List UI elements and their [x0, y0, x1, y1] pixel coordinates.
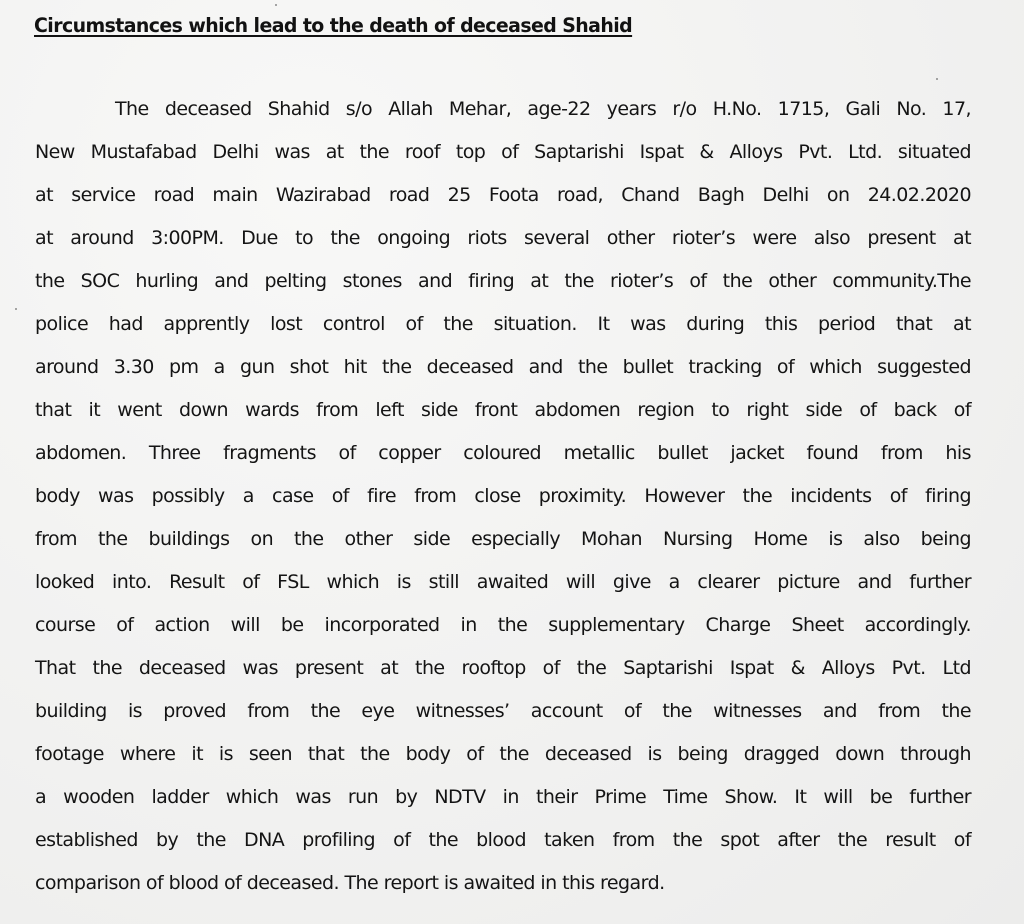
paragraph-line: established by the DNA profiling of the blood taken from the spot after the result of — [35, 829, 971, 851]
scan-speck — [15, 308, 17, 310]
paragraph-line: a wooden ladder which was run by NDTV in their Prime Time Show. It will be further — [35, 786, 971, 808]
paragraph-line: police had apprently lost control of the situation. It was during this period that at — [35, 313, 971, 335]
paragraph-line: course of action will be incorporated in the supplementary Charge Sheet accordingly. — [35, 614, 971, 636]
paragraph-line: building is proved from the eye witnesses’ account of the witnesses and from the — [35, 700, 971, 722]
paragraph-line: footage where it is seen that the body of the deceased is being dragged down through — [35, 743, 971, 765]
paragraph-line: abdomen. Three fragments of copper coloured metallic bullet jacket found from his — [35, 442, 971, 464]
paragraph-line: The deceased Shahid s/o Allah Mehar, age-22 years r/o H.No. 1715, Gali No. 17, — [115, 98, 971, 120]
paragraph-line: at around 3:00PM. Due to the ongoing riots several other rioter’s were also present at — [35, 227, 971, 249]
paragraph-line: the SOC hurling and pelting stones and firing at the rioter’s of the other community.The — [35, 270, 971, 292]
paragraph-line: around 3.30 pm a gun shot hit the deceased and the bullet tracking of which suggested — [35, 356, 971, 378]
scan-speck — [936, 78, 938, 80]
scan-speck — [275, 4, 277, 6]
paragraph-line: New Mustafabad Delhi was at the roof top of Saptarishi Ispat & Alloys Pvt. Ltd. situated — [35, 141, 971, 163]
document-title: Circumstances which lead to the death of deceased Shahid — [34, 14, 633, 37]
paragraph-line: looked into. Result of FSL which is still awaited will give a clearer picture and further — [35, 571, 971, 593]
document-body — [35, 88, 971, 905]
paragraph-line: at service road main Wazirabad road 25 Foota road, Chand Bagh Delhi on 24.02.2020 — [35, 184, 971, 206]
paragraph-line: comparison of blood of deceased. The report is awaited in this regard. — [35, 872, 665, 894]
paragraph-line: body was possibly a case of fire from close proximity. However the incidents of firing — [35, 485, 971, 507]
paragraph-line: from the buildings on the other side especially Mohan Nursing Home is also being — [35, 528, 971, 550]
paragraph-line: that it went down wards from left side front abdomen region to right side of back of — [35, 399, 971, 421]
paragraph-line: That the deceased was present at the rooftop of the Saptarishi Ispat & Alloys Pvt. Ltd — [35, 657, 971, 679]
